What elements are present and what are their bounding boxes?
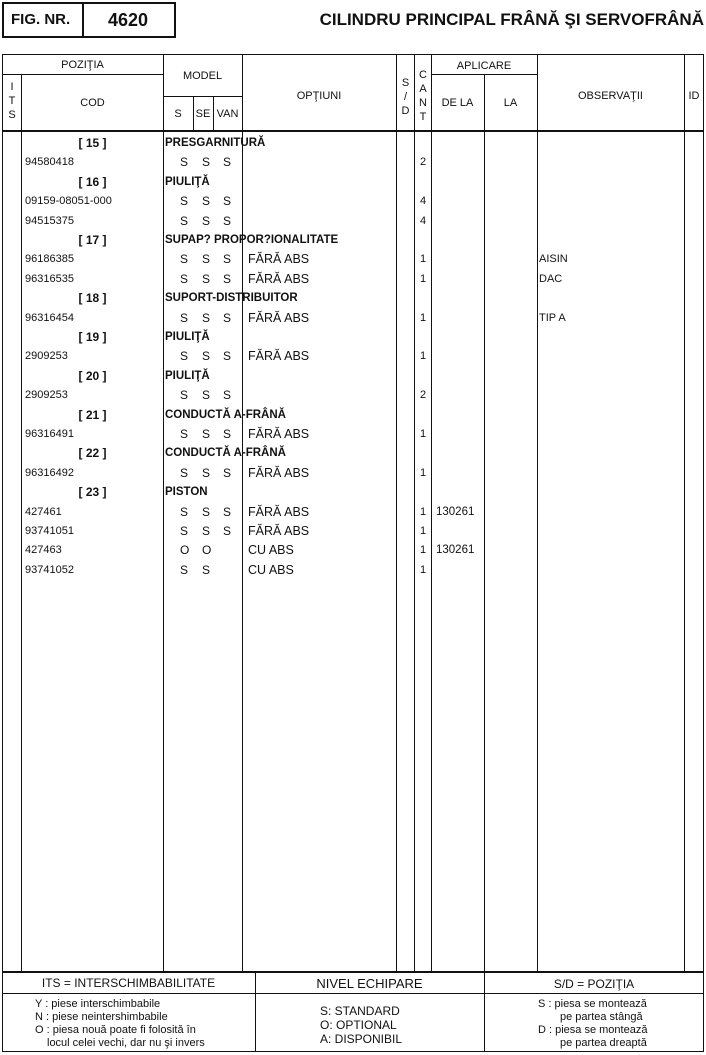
part-name: PIULIŢĂ bbox=[165, 369, 210, 382]
position-number: [ 18 ] bbox=[78, 291, 107, 306]
option-text: FĂRĂ ABS bbox=[248, 504, 310, 519]
position-number: [ 17 ] bbox=[78, 233, 107, 247]
model-flag: S bbox=[202, 252, 211, 267]
quantity: 1 bbox=[419, 272, 427, 285]
model-flag: S bbox=[180, 213, 189, 228]
position-number: [ 23 ] bbox=[78, 485, 107, 500]
position-number: [ 16 ] bbox=[78, 174, 107, 189]
model-flag: S bbox=[180, 562, 189, 577]
position-number: [ 21 ] bbox=[78, 407, 107, 422]
model-flag: S bbox=[202, 271, 211, 286]
part-name: PRESGARNITURĂ bbox=[165, 137, 266, 149]
model-flag: S bbox=[180, 252, 189, 267]
part-code: 2909253 bbox=[25, 350, 68, 363]
header-cod: COD bbox=[80, 97, 105, 109]
option-text: FĂRĂ ABS bbox=[248, 271, 310, 286]
model-flag: S bbox=[202, 465, 211, 480]
footer-its-line: Y : piese interschimbabile bbox=[35, 998, 161, 1010]
option-text: FĂRĂ ABS bbox=[248, 427, 310, 441]
model-flag: S bbox=[202, 388, 211, 403]
part-code: 96316454 bbox=[25, 311, 74, 324]
quantity: 1 bbox=[419, 563, 427, 576]
model-flag: S bbox=[223, 427, 232, 441]
quantity: 1 bbox=[419, 544, 427, 557]
applies-from: 130261 bbox=[436, 544, 475, 557]
header-model-s: S bbox=[174, 108, 182, 120]
part-name: SUPORT-DISTRIBUITOR bbox=[165, 292, 298, 305]
observation: AISIN bbox=[539, 253, 568, 266]
header-model-van: VAN bbox=[216, 108, 239, 120]
part-code: 2909253 bbox=[25, 389, 68, 402]
model-flag: S bbox=[180, 504, 189, 519]
position-number: [ 20 ] bbox=[78, 368, 107, 383]
option-text: CU ABS bbox=[248, 543, 294, 558]
model-flag: S bbox=[180, 427, 189, 441]
footer-nivel-title: NIVEL ECHIPARE bbox=[316, 976, 423, 991]
part-name: PIULIŢĂ bbox=[165, 175, 210, 188]
model-flag: S bbox=[202, 194, 211, 209]
model-flag: S bbox=[223, 349, 232, 364]
footer-nivel-line: O: OPTIONAL bbox=[320, 1018, 397, 1032]
header-model-se: SE bbox=[195, 108, 211, 120]
quantity: 1 bbox=[419, 253, 427, 266]
header-aplicare: APLICARE bbox=[456, 60, 512, 72]
part-name: PIULIŢĂ bbox=[165, 331, 210, 343]
model-flag: S bbox=[202, 524, 211, 538]
quantity: 1 bbox=[419, 505, 427, 518]
footer-sd-line: S : piesa se montează bbox=[538, 998, 647, 1010]
model-flag: S bbox=[202, 213, 211, 228]
footer-sd-line: pe partea dreaptă bbox=[560, 1037, 647, 1049]
option-text: CU ABS bbox=[248, 562, 294, 577]
model-flag: S bbox=[180, 194, 189, 209]
model-flag: S bbox=[223, 388, 232, 403]
model-flag: S bbox=[223, 271, 232, 286]
footer-sd-title: S/D = POZIŢIA bbox=[553, 977, 635, 991]
footer-nivel-line: S: STANDARD bbox=[320, 1004, 400, 1018]
part-code: 93741052 bbox=[25, 563, 74, 576]
option-text: FĂRĂ ABS bbox=[248, 465, 310, 480]
footer-its-line: O : piesa nouă poate fi folosită în bbox=[35, 1024, 196, 1036]
part-name: CONDUCTĂ A-FRÂNĂ bbox=[165, 447, 286, 460]
header-cant: C A N T bbox=[419, 69, 427, 123]
observation: DAC bbox=[539, 272, 563, 285]
header-model: MODEL bbox=[182, 70, 223, 82]
quantity: 1 bbox=[419, 525, 427, 537]
model-flag: S bbox=[202, 310, 211, 325]
quantity: 1 bbox=[419, 311, 427, 324]
footer-sd-line: pe partea stângă bbox=[560, 1011, 643, 1023]
part-code: 427463 bbox=[25, 544, 62, 557]
position-number: [ 22 ] bbox=[78, 446, 107, 461]
header-optiuni: OPŢIUNI bbox=[296, 90, 342, 102]
quantity: 4 bbox=[419, 195, 427, 208]
model-flag: S bbox=[180, 155, 189, 170]
position-number: [ 19 ] bbox=[78, 330, 107, 344]
position-number: [ 15 ] bbox=[78, 136, 107, 150]
fig-label: FIG. NR. bbox=[11, 11, 71, 28]
model-flag: S bbox=[223, 504, 232, 519]
header-its: I T S bbox=[8, 81, 16, 121]
footer-its-title: ITS = INTERSCHIMBABILITATE bbox=[41, 976, 216, 990]
quantity: 2 bbox=[419, 156, 427, 169]
page-title: CILINDRU PRINCIPAL FRÂNĂ ŞI SERVOFRÂNĂ bbox=[319, 10, 704, 29]
option-text: FĂRĂ ABS bbox=[248, 349, 310, 364]
option-text: FĂRĂ ABS bbox=[248, 252, 310, 267]
model-flag: S bbox=[223, 465, 232, 480]
part-code: 96316535 bbox=[25, 272, 74, 285]
part-name: CONDUCTĂ A-FRÂNĂ bbox=[165, 408, 286, 421]
model-flag: O bbox=[180, 543, 190, 558]
part-code: 94515375 bbox=[25, 214, 74, 227]
part-code: 96316492 bbox=[25, 466, 74, 479]
option-text: FĂRĂ ABS bbox=[248, 524, 310, 538]
quantity: 4 bbox=[419, 214, 427, 227]
header-sd: S / D bbox=[401, 77, 410, 117]
part-code: 93741051 bbox=[25, 525, 74, 537]
model-flag: S bbox=[180, 465, 189, 480]
footer-its-line: locul celei vechi, dar nu şi invers bbox=[47, 1037, 205, 1049]
header-id: ID bbox=[688, 90, 700, 102]
quantity: 2 bbox=[419, 389, 427, 402]
footer-sd-line: D : piesa se montează bbox=[538, 1024, 648, 1036]
model-flag: S bbox=[223, 155, 232, 170]
model-flag: S bbox=[223, 310, 232, 325]
model-flag: S bbox=[180, 271, 189, 286]
model-flag: S bbox=[202, 427, 211, 441]
model-flag: S bbox=[223, 194, 232, 209]
model-flag: S bbox=[223, 524, 232, 538]
model-flag: S bbox=[180, 388, 189, 403]
quantity: 1 bbox=[419, 350, 427, 363]
part-code: 96316491 bbox=[25, 428, 74, 440]
quantity: 1 bbox=[419, 428, 427, 440]
option-text: FĂRĂ ABS bbox=[248, 310, 310, 325]
model-flag: S bbox=[180, 524, 189, 538]
header-pozitia: POZIŢIA bbox=[61, 59, 104, 71]
model-flag: S bbox=[202, 349, 211, 364]
header-observatii: OBSERVAŢII bbox=[577, 90, 643, 102]
fig-number: 4620 bbox=[108, 10, 149, 30]
quantity: 1 bbox=[419, 466, 427, 479]
model-flag: S bbox=[223, 252, 232, 267]
part-code: 94580418 bbox=[25, 156, 74, 169]
model-flag: S bbox=[202, 562, 211, 577]
part-code: 427461 bbox=[25, 505, 62, 518]
applies-from: 130261 bbox=[436, 505, 475, 518]
header-de-la: DE LA bbox=[441, 97, 474, 109]
observation: TIP A bbox=[539, 311, 566, 324]
footer-nivel-line: A: DISPONIBIL bbox=[320, 1032, 403, 1046]
part-code: 09159-08051-000 bbox=[25, 195, 112, 208]
header-la: LA bbox=[503, 97, 518, 109]
model-flag: S bbox=[180, 349, 189, 364]
part-code: 96186385 bbox=[25, 253, 74, 266]
footer-its-line: N : piese neintershimbabile bbox=[35, 1011, 168, 1023]
part-name: PISTON bbox=[165, 486, 208, 499]
model-flag: S bbox=[180, 310, 189, 325]
model-flag: S bbox=[202, 155, 211, 170]
model-flag: O bbox=[202, 543, 212, 558]
model-flag: S bbox=[223, 213, 232, 228]
model-flag: S bbox=[202, 504, 211, 519]
part-name: SUPAP? PROPOR?IONALITATE bbox=[165, 234, 339, 246]
